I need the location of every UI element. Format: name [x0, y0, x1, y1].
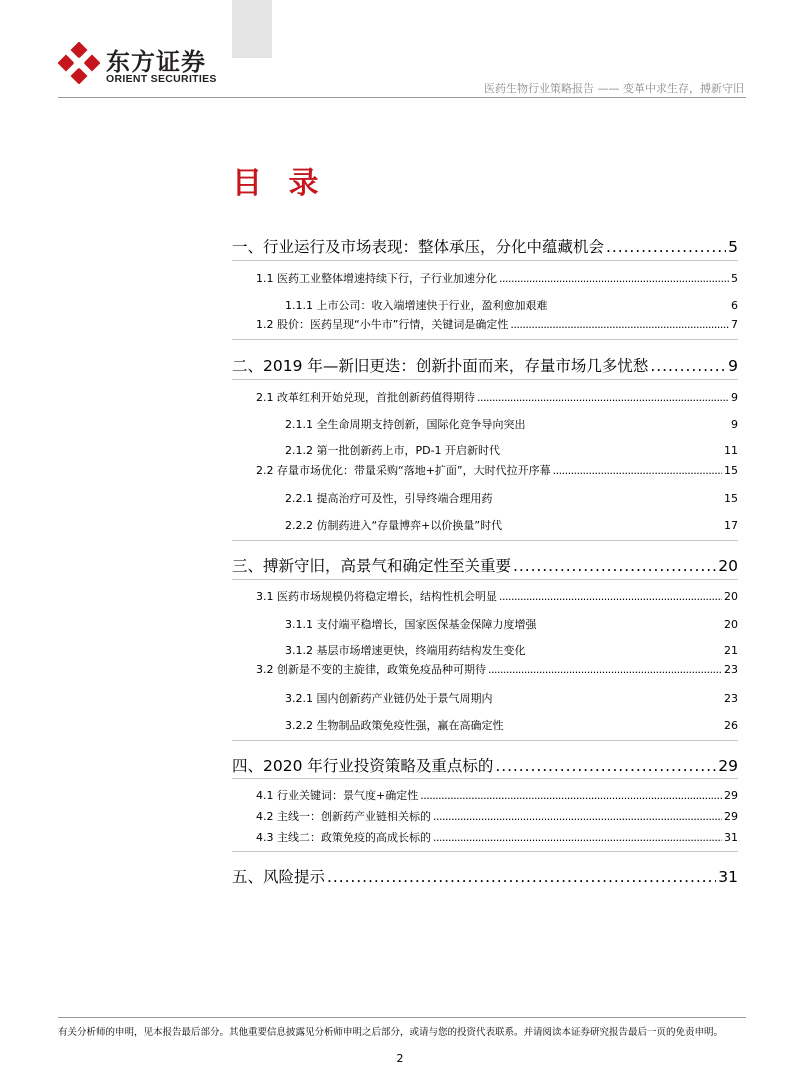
toc-entry[interactable]: 4.2 主线一：创新药产业链相关标的 . . . 29	[256, 808, 738, 824]
company-logo	[58, 42, 228, 92]
toc-title: 目 录	[232, 166, 327, 201]
toc-entry[interactable]: 三、搏新守旧，高景气和确定性至关重要 . . . 20	[232, 554, 738, 576]
logo-chinese-name: 东方证券	[106, 48, 206, 76]
toc-entry[interactable]: 一、行业运行及市场表现：整体承压，分化中蕴藏机会 . . . 5	[232, 235, 738, 257]
section-divider	[232, 851, 738, 852]
toc-entry[interactable]: 4.1 行业关键词：景气度+确定性 . . . 29	[256, 787, 738, 803]
toc-entry[interactable]: 3.2 创新是不变的主旋律，政策免疫品种可期待 . . . 23	[256, 661, 738, 677]
header-divider	[58, 97, 746, 98]
toc-entry[interactable]: 3.2.2 生物制品政策免疫性强，赢在高确定性 26	[285, 719, 738, 732]
toc-entry[interactable]: 3.1 医药市场规模仍将稳定增长，结构性机会明显 . . . 20	[256, 588, 738, 604]
logo-english-name: ORIENT SECURITIES	[106, 73, 217, 85]
page-number: 2	[396, 1052, 404, 1065]
toc-entry[interactable]: 二、2019 年—新旧更迭：创新扑面而来，存量市场几多忧愁 . . . 9	[232, 354, 738, 376]
toc-entry[interactable]: 2.1.2 第一批创新药上市，PD-1 开启新时代 11	[285, 444, 738, 457]
toc-entry[interactable]: 2.1 改革红利开始兑现，首批创新药值得期待 . . . 9	[256, 389, 738, 405]
section-divider	[232, 260, 738, 261]
toc-entry[interactable]: 2.2 存量市场优化：带量采购“落地+扩面”，大时代拉开序幕 . . . 15	[256, 462, 738, 478]
toc-entry[interactable]: 1.2 股价：医药呈现“小牛市”行情，关键词是确定性 . . . 7	[256, 316, 738, 332]
footer-disclaimer: 有关分析师的申明，见本报告最后部分。其他重要信息披露见分析师申明之后部分，或请与您的投资代表联系。并请阅读本证券研究报告最后一页的免责申明。	[58, 1027, 724, 1038]
toc-entry[interactable]: 1.1 医药工业整体增速持续下行，子行业加速分化 . . . 5	[256, 270, 738, 286]
section-divider	[232, 579, 738, 580]
section-divider	[232, 778, 738, 779]
toc-entry[interactable]: 2.1.1 全生命周期支持创新，国际化竞争导向突出 9	[285, 418, 738, 431]
section-divider	[232, 379, 738, 380]
toc-entry[interactable]: 4.3 主线二：政策免疫的高成长标的 . . . 31	[256, 829, 738, 845]
logo-mark-icon	[58, 42, 100, 84]
section-divider	[232, 540, 738, 541]
report-title: 医药生物行业策略报告 —— 变革中求生存，搏新守旧	[484, 82, 744, 95]
toc-entry[interactable]: 四、2020 年行业投资策略及重点标的 . . . 29	[232, 754, 738, 776]
toc-entry[interactable]: 3.1.2 基层市场增速更快，终端用药结构发生变化 21	[285, 644, 738, 657]
toc-entry[interactable]: 3.2.1 国内创新药产业链仍处于景气周期内 23	[285, 692, 738, 705]
toc-entry[interactable]: 2.2.2 仿制药进入“存量博弈+以价换量”时代 17	[285, 519, 738, 532]
section-divider	[232, 740, 738, 741]
section-divider	[232, 339, 738, 340]
toc-entry[interactable]: 3.1.1 支付端平稳增长，国家医保基金保障力度增强 20	[285, 618, 738, 631]
header-accent-band	[232, 0, 272, 58]
toc-entry[interactable]: 五、风险提示 . . . 31	[232, 865, 738, 887]
footer-divider	[58, 1017, 746, 1018]
toc-entry[interactable]: 2.2.1 提高治疗可及性，引导终端合理用药 15	[285, 492, 738, 505]
toc-entry[interactable]: 1.1.1 上市公司：收入端增速快于行业，盈利愈加艰难 6	[285, 299, 738, 312]
